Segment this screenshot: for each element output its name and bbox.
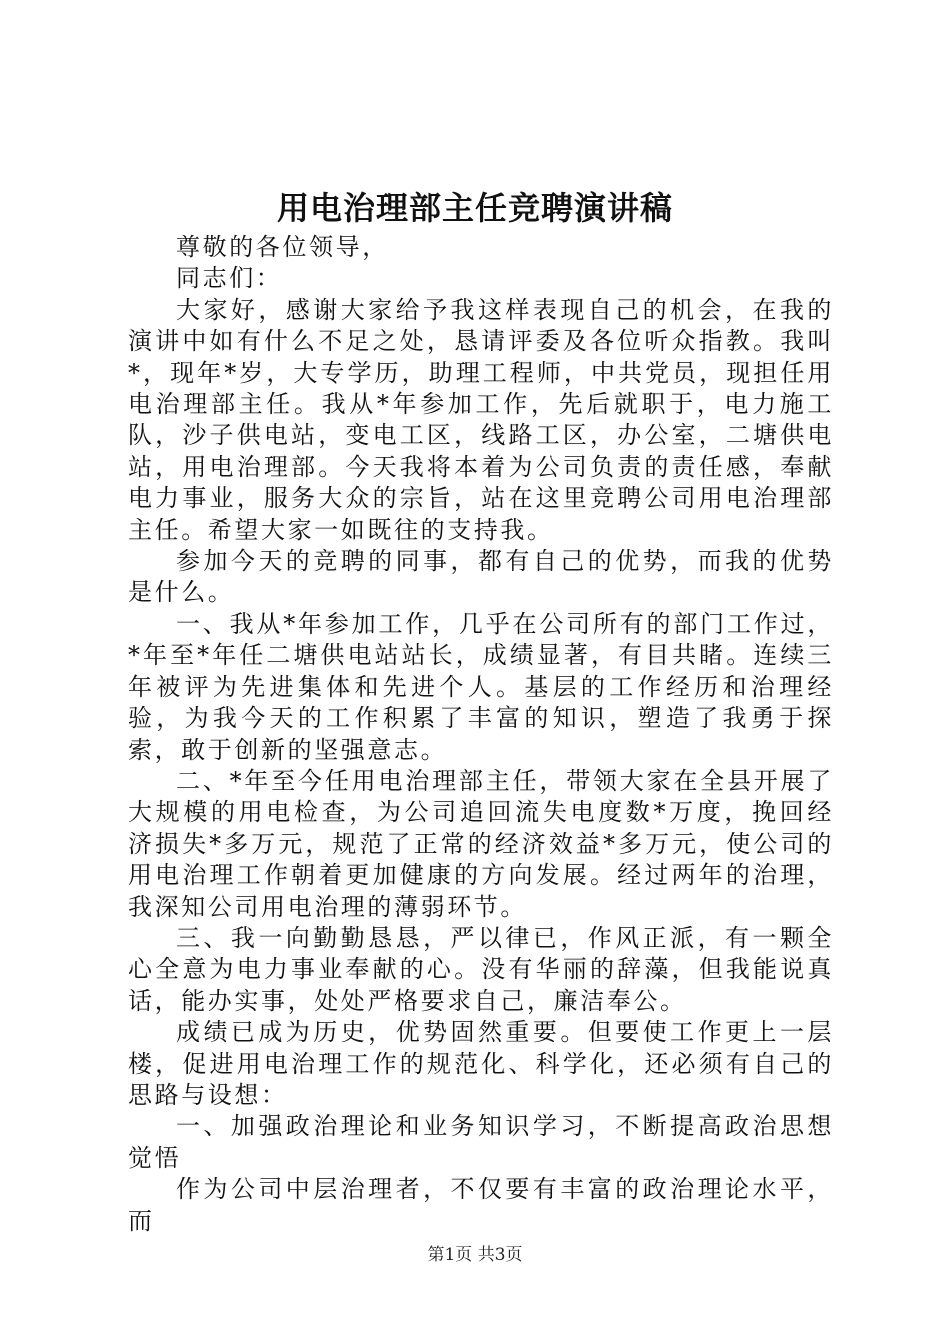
paragraph-advantage-question: 参加今天的竞聘的同事，都有自己的优势，而我的优势是什么。 — [128, 547, 834, 607]
paragraph-salutation-1: 尊敬的各位领导， — [176, 233, 389, 261]
paragraph-ideas-intro: 成绩已成为历史，优势固然重要。但要使工作更上一层楼，促进用电治理工作的规范化、科学化，还必须有自己的思路与设想： — [128, 1018, 834, 1109]
paragraph-advantage-1: 一、我从*年参加工作，几乎在公司所有的部门工作过，*年至*年任二塘供电站站长，成绩显著，有目共睹。连续三年被评为先进集体和先进个人。基层的工作经历和治理经验，为我今天的工作积累了丰富的知识，塑造了我勇于探索，敢于创新的坚强意志。 — [128, 609, 834, 764]
document-title: 用电治理部主任竞聘演讲稿 — [276, 189, 673, 227]
paragraph-advantage-2: 二、*年至今任用电治理部主任，带领大家在全县开展了大规模的用电检查，为公司追回流失电度数*万度，挽回经济损失*多万元，规范了正常的经济效益*多万元，使公司的用电治理工作朝着更加健康的方向发展。经过两年的治理，我深知公司用电治理的薄弱环节。 — [128, 766, 834, 921]
page-footer: 第1页 共3页 — [427, 1245, 523, 1265]
paragraph-introduction: 大家好，感谢大家给予我这样表现自己的机会，在我的演讲中如有什么不足之处，恳请评委及各位听众指教。我叫*，现年*岁，大专学历，助理工程师，中共党员，现担任用电治理部主任。我从*年参加工作，先后就职于，电力施工队，沙子供电站，变电工区，线路工区，办公室，二塘供电站，用电治理部。今天我将本着为公司负责的责任感，奉献电力事业，服务大众的宗旨，站在这里竞聘公司用电治理部主任。希望大家一如既往的支持我。 — [128, 295, 834, 544]
paragraph-advantage-3: 三、我一向勤勤恳恳，严以律已，作风正派，有一颗全心全意为电力事业奉献的心。没有华丽的辞藻，但我能说真话，能办实事，处处严格要求自己，廉洁奉公。 — [128, 923, 834, 1015]
paragraph-salutation-2: 同志们： — [176, 264, 283, 293]
paragraph-idea-1-text: 作为公司中层治理者，不仅要有丰富的政治理论水平，而 — [128, 1175, 834, 1235]
paragraph-idea-1-heading: 一、加强政治理论和业务知识学习，不断提高政治思想觉悟 — [128, 1112, 834, 1172]
document-body — [128, 232, 834, 1237]
